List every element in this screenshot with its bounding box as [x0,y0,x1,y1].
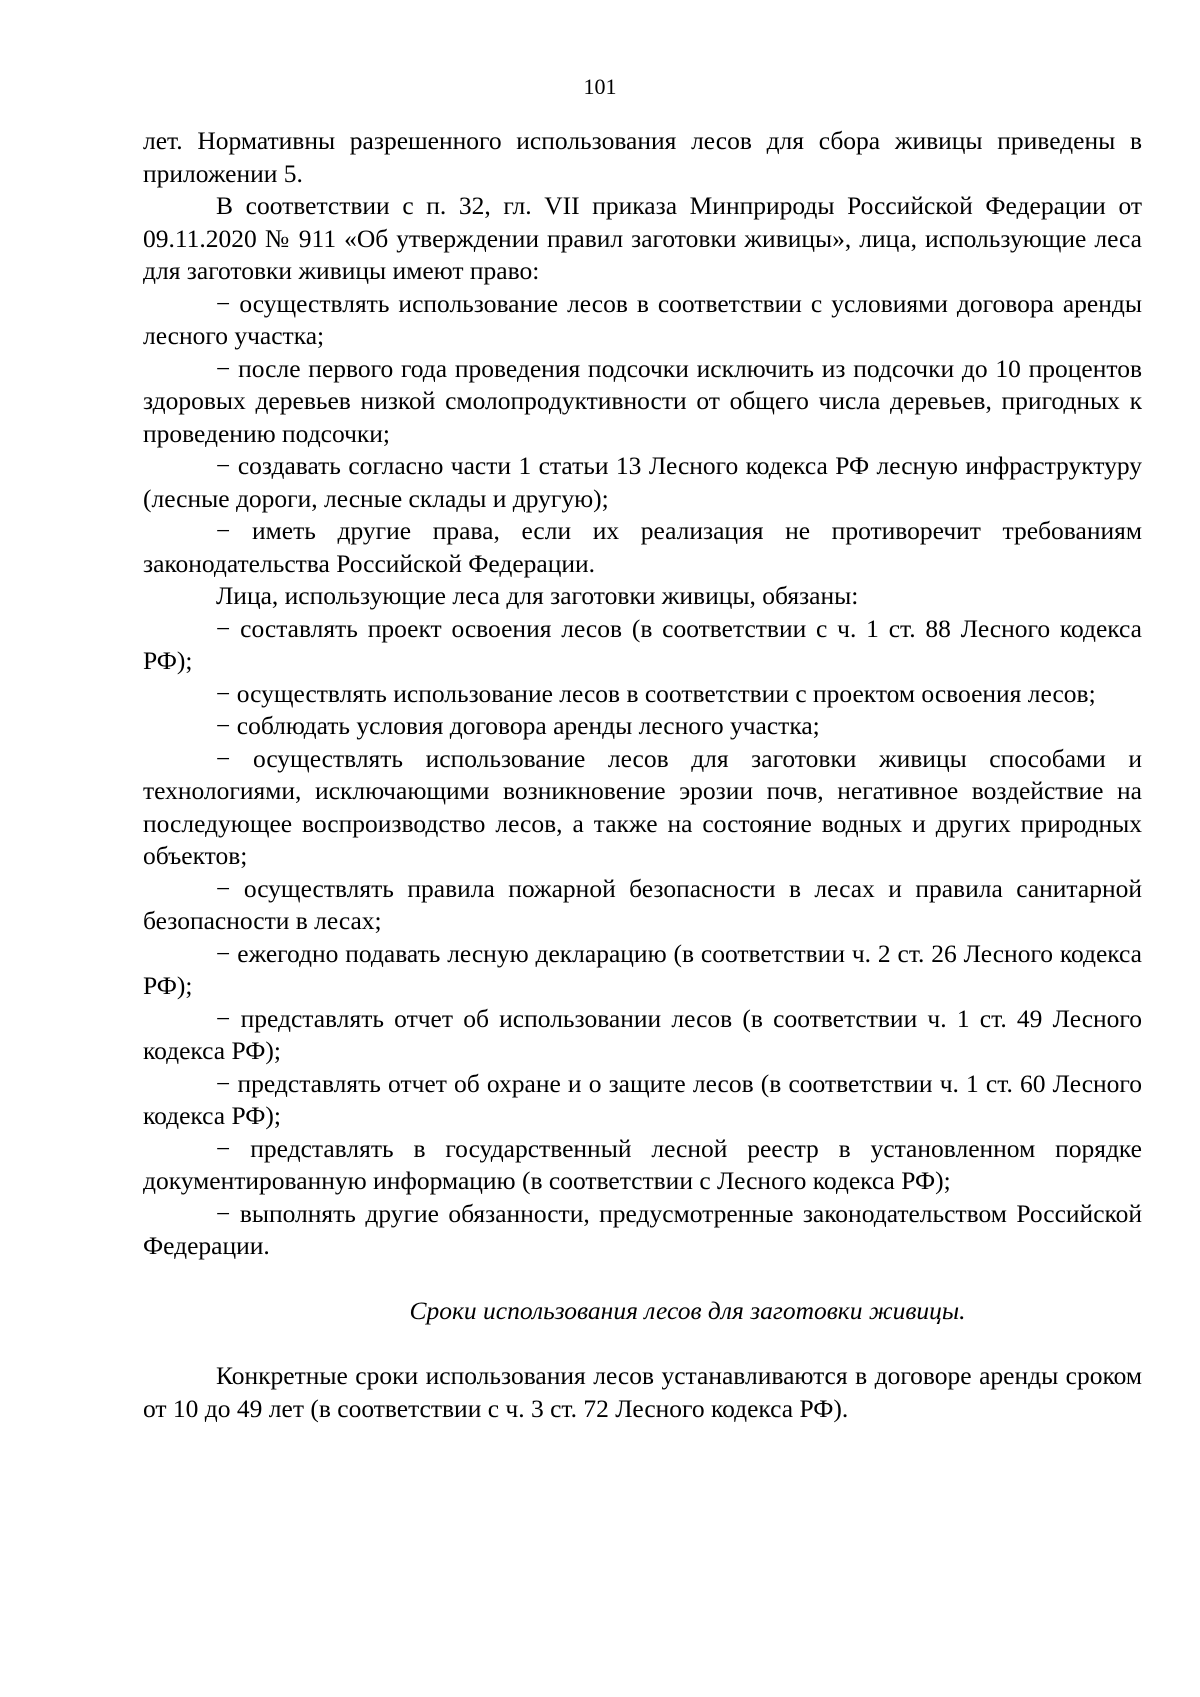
list-item-obligation: − соблюдать условия договора аренды лесного участка; [216,711,820,740]
list-item-right: − после первого года проведения подсочки исключить из подсочки до 10 процентов здоровых деревьев низкой смолопродуктивности от общего числа деревьев, пригодных к проведению подсочки; [143,353,1142,448]
list-item-right: − осуществлять использование лесов в соответствии с условиями договора аренды лесного участка; [143,288,1142,350]
paragraph-terms: Конкретные сроки использования лесов устанавливаются в договоре аренды сроком от 10 до 49 лет (в соответствии с ч. 3 ст. 72 Лесного кодекса РФ). [143,1361,1142,1423]
list-item-obligation: − представлять отчет об использовании лесов (в соответствии ч. 1 ст. 49 Лесного кодекса РФ); [143,1003,1142,1065]
list-item-obligation: − осуществлять использование лесов в соответствии с проектом освоения лесов; [216,678,1096,708]
list-item-obligation: − осуществлять использование лесов для заготовки живицы способами и технологиями, исключающими возникновение эрозии почв, негативное воздействие на последующее воспроизводство лесов, а также на состояние водных и других природных объектов; [143,743,1142,870]
list-item-right: − иметь другие права, если их реализация не противоречит требованиям законодательства Российской Федерации. [143,516,1142,578]
list-item-obligation: − осуществлять правила пожарной безопасности в лесах и правила санитарной безопасности в лесах; [143,873,1142,935]
page-number: 101 [583,74,617,99]
list-item-right: − создавать согласно части 1 статьи 13 Лесного кодекса РФ лесную инфраструктуру (лесные дороги, лесные склады и другую); [143,451,1142,513]
paragraph-rights-intro: В соответствии с п. 32, гл. VII приказа Минприроды Российской Федерации от 09.11.2020 № 911 «Об утверждении правил заготовки живицы», лица, использующие леса для заготовки живицы имеют право: [143,191,1142,285]
paragraph-obligations-intro: Лица, использующие леса для заготовки живицы, обязаны: [216,581,859,610]
list-item-obligation: − ежегодно подавать лесную декларацию (в соответствии ч. 2 ст. 26 Лесного кодекса РФ); [143,938,1142,1000]
list-item-obligation: − выполнять другие обязанности, предусмотренные законодательством Российской Федерации. [143,1198,1142,1260]
paragraph-continuation: лет. Нормативны разрешенного использования лесов для сбора живицы приведены в приложении 5. [143,126,1142,188]
document-body [143,125,1142,1425]
list-item-obligation: − составлять проект освоения лесов (в соответствии с ч. 1 ст. 88 Лесного кодекса РФ); [143,613,1142,675]
list-item-obligation: − представлять отчет об охране и о защите лесов (в соответствии ч. 1 ст. 60 Лесного кодекса РФ); [143,1068,1142,1130]
section-heading: Сроки использования лесов для заготовки живицы. [409,1295,966,1325]
list-item-obligation: − представлять в государственный лесной реестр в установленном порядке документированную информацию (в соответствии с Лесного кодекса РФ); [143,1133,1142,1195]
